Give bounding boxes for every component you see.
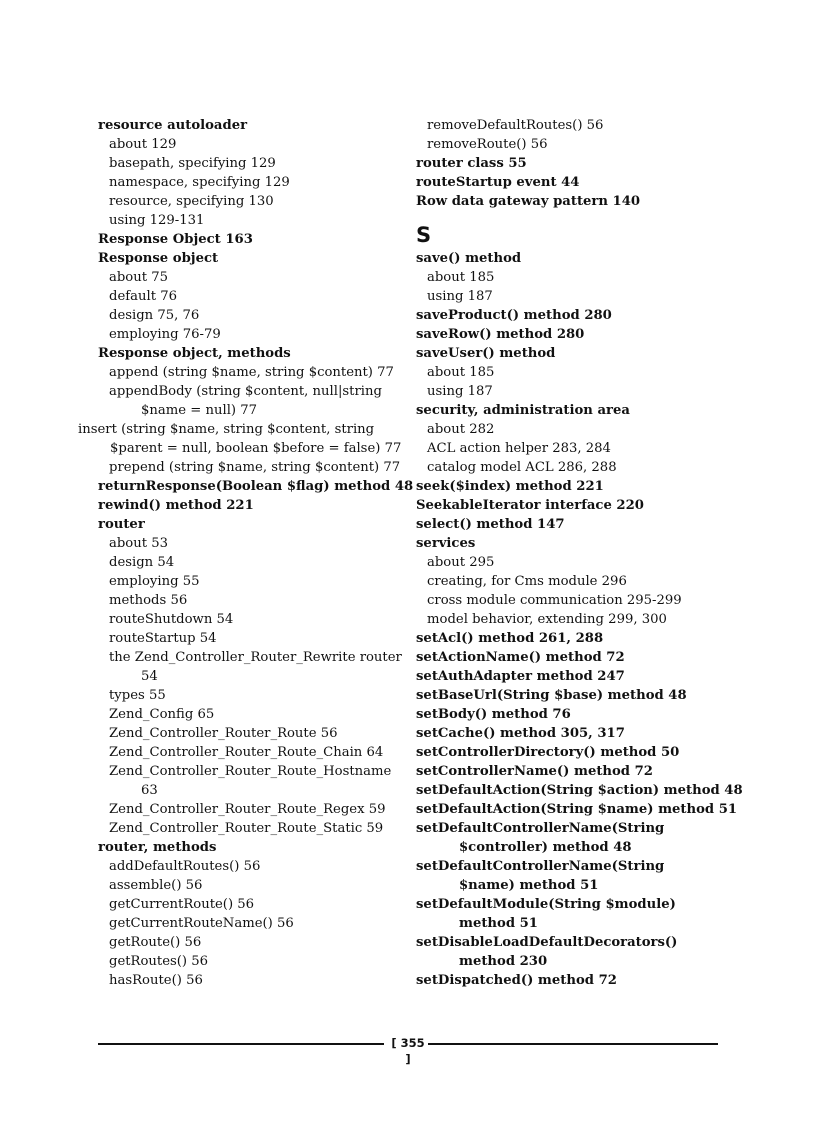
index-subentry: Zend_Controller_Router_Route_Static 59 [109, 821, 384, 836]
page-number: [ 355 ] [391, 1036, 425, 1066]
index-subentry: routeShutdown 54 [109, 612, 234, 627]
section-letter: S [416, 223, 432, 247]
index-entry: saveProduct() method 280 [416, 308, 612, 323]
index-entry: setActionName() method 72 [416, 650, 625, 665]
index-subentry: about 75 [109, 270, 169, 285]
index-subentry: Zend_Controller_Router_Route_Regex 59 [109, 802, 386, 817]
index-entry: save() method [416, 251, 522, 266]
index-entry: Response Object 163 [98, 232, 253, 247]
index-subentry: hasRoute() 56 [109, 973, 203, 988]
index-subentry: namespace, specifying 129 [109, 175, 290, 190]
index-subentry: design 54 [109, 555, 175, 570]
index-subentry: routeStartup 54 [109, 631, 217, 646]
index-entry: router class 55 [416, 156, 527, 171]
index-entry: Row data gateway pattern 140 [416, 194, 641, 209]
index-subentry: creating, for Cms module 296 [427, 574, 627, 589]
index-subentry: cross module communication 295-299 [427, 593, 682, 608]
index-column-left [78, 116, 414, 990]
index-subentry: using 187 [427, 384, 493, 399]
index-subentry: types 55 [109, 688, 166, 703]
footer-rule-right [428, 1043, 718, 1045]
index-subentry: basepath, specifying 129 [109, 156, 276, 171]
index-subentry: getCurrentRoute() 56 [109, 897, 255, 912]
index-subentry: Zend_Controller_Router_Route 56 [109, 726, 338, 741]
index-entry: Response object [98, 251, 219, 266]
index-entry: services [416, 536, 476, 551]
index-subentry: employing 55 [109, 574, 200, 589]
index-entry: setBaseUrl(String $base) method 48 [416, 688, 687, 703]
index-subentry: using 187 [427, 289, 493, 304]
index-subentry: about 185 [427, 365, 495, 380]
index-subentry: resource, specifying 130 [109, 194, 274, 209]
index-entry: setCache() method 305, 317 [416, 726, 625, 741]
index-entry: setControllerName() method 72 [416, 764, 653, 779]
index-entry: Response object, methods [98, 346, 291, 361]
index-subentry: appendBody (string $content, null|string $name = null) 77 [109, 384, 382, 418]
index-entry: setDispatched() method 72 [416, 973, 617, 988]
index-entry: setAuthAdapter method 247 [416, 669, 625, 684]
index-subentry: getRoute() 56 [109, 935, 202, 950]
index-subentry: removeRoute() 56 [427, 137, 548, 152]
index-subentry: getCurrentRouteName() 56 [109, 916, 294, 931]
index-subentry: Zend_Controller_Router_Route_Chain 64 [109, 745, 384, 760]
index-column-right [416, 116, 743, 990]
index-entry: setControllerDirectory() method 50 [416, 745, 680, 760]
index-entry: routeStartup event 44 [416, 175, 580, 190]
index-subentry: removeDefaultRoutes() 56 [427, 118, 604, 133]
index-entry: setBody() method 76 [416, 707, 571, 722]
index-subentry: catalog model ACL 286, 288 [427, 460, 617, 475]
index-entry: setDisableLoadDefaultDecorators() method 230 [416, 935, 678, 969]
index-subentry: the Zend_Controller_Router_Rewrite router 54 [109, 650, 402, 684]
index-subentry: about 53 [109, 536, 169, 551]
footer-rule-left [98, 1043, 384, 1045]
index-subentry: getRoutes() 56 [109, 954, 209, 969]
index-entry: seek($index) method 221 [416, 479, 604, 494]
index-subentry: about 129 [109, 137, 177, 152]
index-entry: router [98, 517, 145, 532]
index-entry: setAcl() method 261, 288 [416, 631, 604, 646]
index-entry: saveRow() method 280 [416, 327, 585, 342]
index-subentry: ACL action helper 283, 284 [427, 441, 611, 456]
index-subentry: about 295 [427, 555, 495, 570]
index-entry: resource autoloader [98, 118, 248, 133]
index-subentry: default 76 [109, 289, 177, 304]
index-entry: setDefaultAction(String $name) method 51 [416, 802, 738, 817]
index-entry: rewind() method 221 [98, 498, 254, 513]
index-entry: security, administration area [416, 403, 630, 418]
index-entry: setDefaultModule(String $module) method 51 [416, 897, 676, 931]
index-subentry: append (string $name, string $content) 77 [109, 365, 394, 380]
index-entry: setDefaultControllerName(String $controller) method 48 [416, 821, 665, 855]
index-subentry: insert (string $name, string $content, string $parent = null, boolean $before = false) 77 [78, 422, 402, 456]
index-subentry: Zend_Controller_Router_Route_Hostname 63 [109, 764, 392, 798]
index-subentry: methods 56 [109, 593, 188, 608]
index-subentry: model behavior, extending 299, 300 [427, 612, 667, 627]
index-subentry: employing 76-79 [109, 327, 221, 342]
index-subentry: using 129-131 [109, 213, 205, 228]
index-entry: saveUser() method [416, 346, 556, 361]
index-subentry: about 185 [427, 270, 495, 285]
index-subentry: about 282 [427, 422, 495, 437]
index-entry: SeekableIterator interface 220 [416, 498, 644, 513]
index-subentry: Zend_Config 65 [109, 707, 215, 722]
index-subentry: assemble() 56 [109, 878, 203, 893]
index-entry: setDefaultControllerName(String $name) method 51 [416, 859, 665, 893]
index-subentry: prepend (string $name, string $content) 77 [109, 460, 401, 475]
index-entry: returnResponse(Boolean $flag) method 48 [98, 479, 414, 494]
index-subentry: design 75, 76 [109, 308, 200, 323]
index-entry: select() method 147 [416, 517, 565, 532]
index-entry: router, methods [98, 840, 217, 855]
index-subentry: addDefaultRoutes() 56 [109, 859, 261, 874]
index-entry: setDefaultAction(String $action) method 48 [416, 783, 743, 798]
page-footer [98, 1035, 718, 1066]
